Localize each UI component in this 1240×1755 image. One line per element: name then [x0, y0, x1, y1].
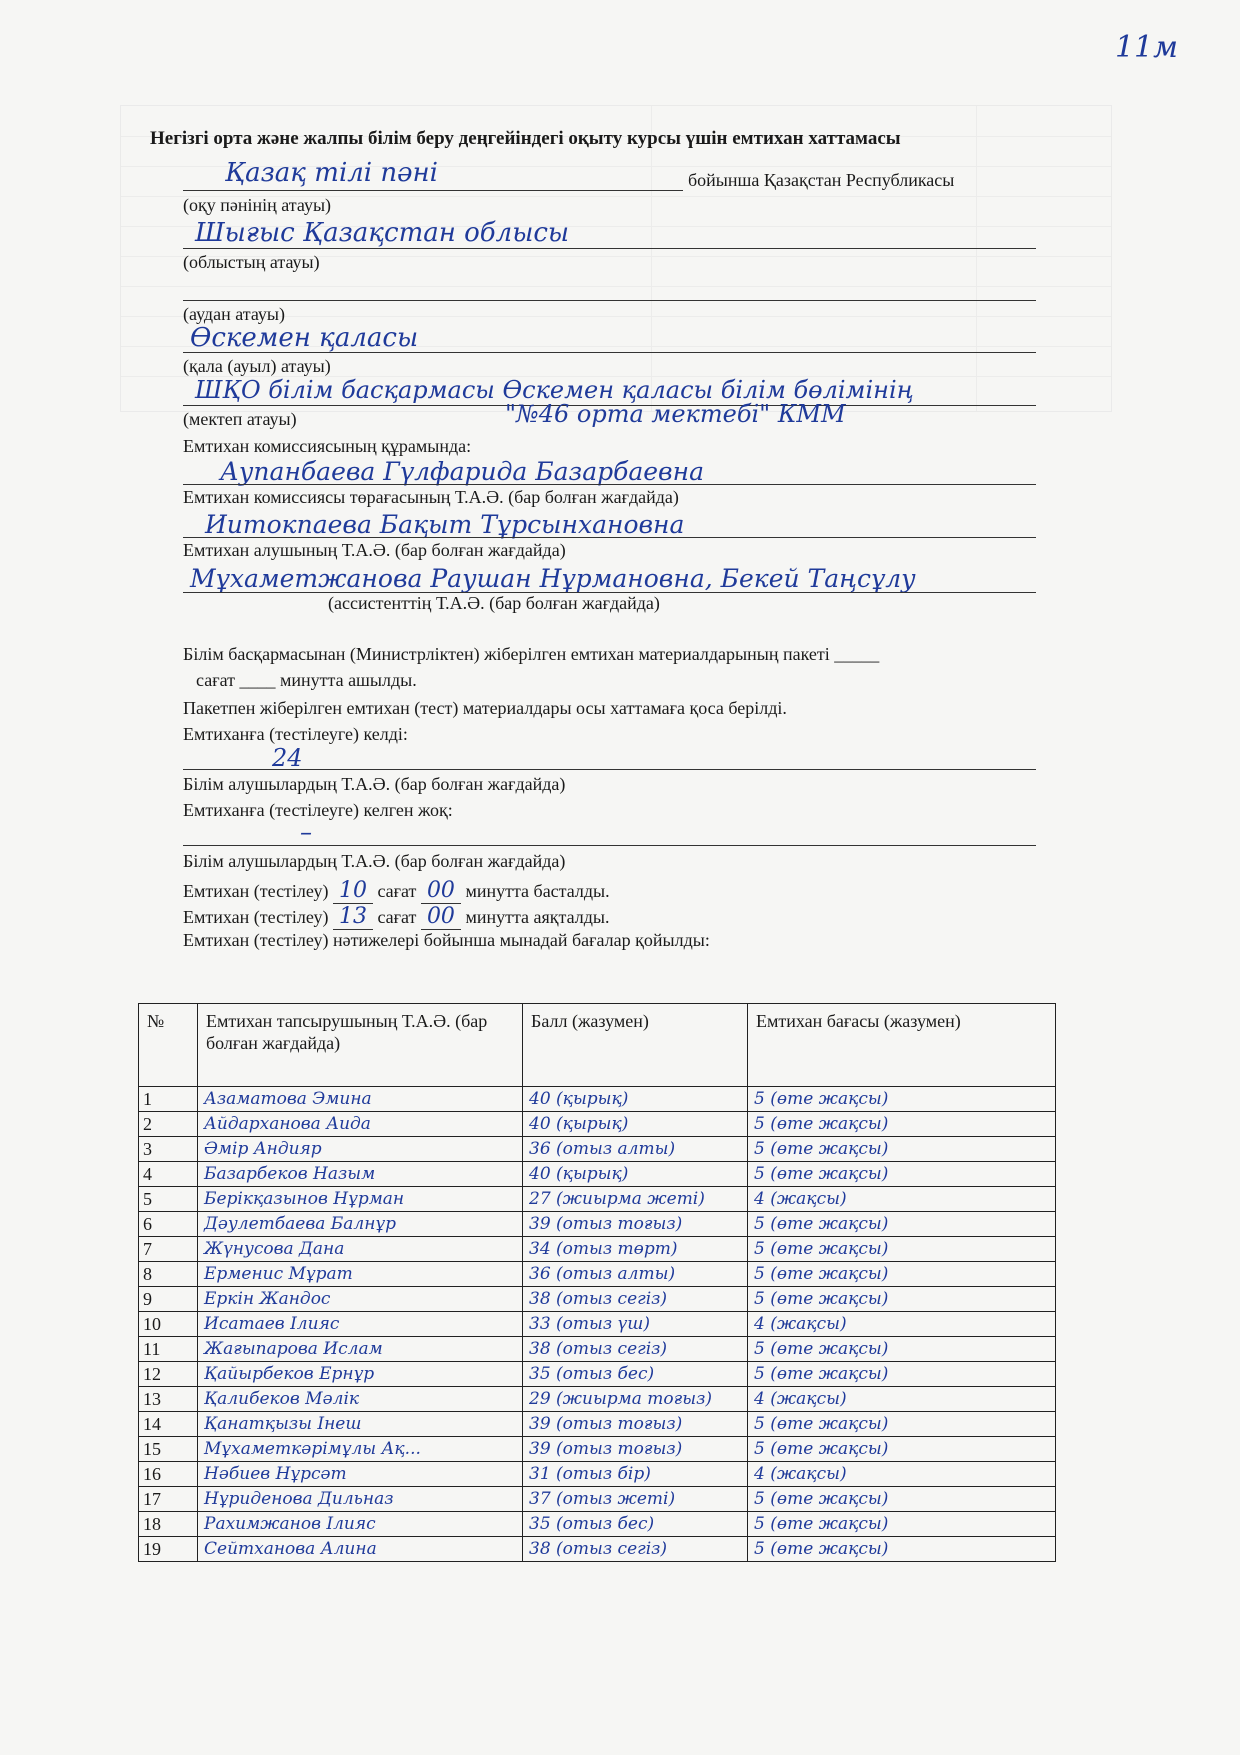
row-number: 7 [139, 1237, 198, 1262]
table-row [139, 1462, 1056, 1487]
row-number: 13 [139, 1387, 198, 1412]
student-name: Сейтханова Алина [198, 1537, 523, 1562]
subject-value: Қазақ тілі пәні [225, 158, 438, 188]
score-text: 40 (қырық) [523, 1112, 748, 1137]
results-table [138, 1003, 1056, 1562]
package-line2: сағат ____ минутта ашылды. [196, 670, 417, 690]
school-caption: (мектеп атауы) [183, 409, 297, 429]
student-name: Нәбиев Нұрсәт [198, 1462, 523, 1487]
score-text: 39 (отыз тоғыз) [523, 1437, 748, 1462]
score-text: 36 (отыз алты) [523, 1262, 748, 1287]
grade-text: 5 (өте жақсы) [748, 1487, 1056, 1512]
grade-text: 5 (өте жақсы) [748, 1112, 1056, 1137]
score-text: 40 (қырық) [523, 1162, 748, 1187]
student-name: Нұриденова Дильназ [198, 1487, 523, 1512]
student-name: Қанатқызы Інеш [198, 1412, 523, 1437]
score-text: 31 (отыз бір) [523, 1462, 748, 1487]
row-number: 12 [139, 1362, 198, 1387]
grade-text: 5 (өте жақсы) [748, 1512, 1056, 1537]
table-row [139, 1412, 1056, 1437]
end-prefix: Емтихан (тестілеу) [183, 907, 329, 927]
score-text: 36 (отыз алты) [523, 1137, 748, 1162]
student-name: Қайырбеков Ернұр [198, 1362, 523, 1387]
results-line: Емтихан (тестілеу) нәтижелері бойынша мынадай бағалар қойылды: [183, 930, 710, 950]
grade-text: 5 (өте жақсы) [748, 1237, 1056, 1262]
end-line [183, 904, 610, 929]
examiner-rule [183, 537, 1036, 538]
score-text: 35 (отыз бес) [523, 1362, 748, 1387]
start-prefix: Емтихан (тестілеу) [183, 881, 329, 901]
subject-caption: (оқу пәнінің атауы) [183, 195, 332, 215]
score-text: 35 (отыз бес) [523, 1512, 748, 1537]
table-row [139, 1337, 1056, 1362]
school-value-line2: "№46 орта мектебі" КММ [505, 400, 846, 428]
grade-text: 5 (өте жақсы) [748, 1287, 1056, 1312]
row-number: 14 [139, 1412, 198, 1437]
student-name: Дәулетбаева Балнұр [198, 1212, 523, 1237]
start-suffix: минутта басталды. [465, 881, 610, 901]
score-text: 38 (отыз сегіз) [523, 1537, 748, 1562]
assistants-caption: (ассистенттің Т.А.Ә. (бар болған жағдайда) [328, 593, 660, 613]
region-rule [183, 248, 1036, 249]
student-name: Айдарханова Аида [198, 1112, 523, 1137]
arrived-label: Емтиханға (тестілеуге) келді: [183, 724, 408, 744]
row-number: 11 [139, 1337, 198, 1362]
page-title: Негізгі орта және жалпы білім беру деңгейіндегі оқыту курсы үшін емтихан хаттамасы [150, 128, 901, 149]
student-name: Еркін Жандос [198, 1287, 523, 1312]
row-number: 18 [139, 1512, 198, 1537]
results-table-body [139, 1087, 1056, 1562]
table-row [139, 1487, 1056, 1512]
score-text: 33 (отыз үш) [523, 1312, 748, 1337]
score-text: 38 (отыз сегіз) [523, 1337, 748, 1362]
end-hour: 13 [333, 904, 373, 930]
grade-text: 5 (өте жақсы) [748, 1212, 1056, 1237]
absent-label: Емтиханға (тестілеуге) келген жоқ: [183, 800, 453, 820]
chair-rule [183, 484, 1036, 485]
grade-text: 5 (өте жақсы) [748, 1162, 1056, 1187]
arrived-caption: Білім алушылардың Т.А.Ә. (бар болған жағдайда) [183, 774, 566, 794]
absent-value: – [300, 818, 312, 846]
start-hour: 10 [333, 878, 373, 904]
row-number: 2 [139, 1112, 198, 1137]
package-line1: Білім басқармасынан (Министрліктен) жіберілген емтихан материалдарының пакеті _____ [183, 644, 880, 664]
grade-text: 5 (өте жақсы) [748, 1337, 1056, 1362]
table-row [139, 1237, 1056, 1262]
table-row [139, 1087, 1056, 1112]
student-name: Азаматова Эмина [198, 1087, 523, 1112]
city-value: Өскемен қаласы [190, 323, 419, 353]
student-name: Рахимжанов Ілияс [198, 1512, 523, 1537]
score-text: 27 (жиырма жеті) [523, 1187, 748, 1212]
city-caption: (қала (ауыл) атауы) [183, 356, 331, 376]
end-min: 00 [421, 904, 461, 930]
grade-text: 5 (өте жақсы) [748, 1537, 1056, 1562]
score-text: 29 (жиырма тоғыз) [523, 1387, 748, 1412]
assistants-value: Мұхаметжанова Раушан Нұрмановна, Бекей Таңсұлу [190, 564, 916, 593]
table-row [139, 1162, 1056, 1187]
col-header-name: Емтихан тапсырушының Т.А.Ә. (бар болған жағдайда) [198, 1004, 523, 1087]
row-number: 5 [139, 1187, 198, 1212]
examiner-caption: Емтихан алушының Т.А.Ә. (бар болған жағдайда) [183, 540, 566, 560]
grade-text: 5 (өте жақсы) [748, 1437, 1056, 1462]
grade-text: 5 (өте жақсы) [748, 1412, 1056, 1437]
table-row [139, 1512, 1056, 1537]
start-mid: сағат [377, 881, 417, 901]
row-number: 3 [139, 1137, 198, 1162]
table-row [139, 1312, 1056, 1337]
grade-text: 4 (жақсы) [748, 1187, 1056, 1212]
subject-suffix: бойынша Қазақстан Республикасы [688, 170, 955, 190]
region-value: Шығыс Қазақстан облысы [195, 218, 570, 248]
absent-rule [183, 845, 1036, 846]
table-row [139, 1362, 1056, 1387]
score-text: 34 (отыз төрт) [523, 1237, 748, 1262]
attached-line: Пакетпен жіберілген емтихан (тест) материалдары осы хаттамаға қоса берілді. [183, 698, 787, 718]
student-name: Жүнусова Дана [198, 1237, 523, 1262]
row-number: 1 [139, 1087, 198, 1112]
student-name: Қалибеков Мәлік [198, 1387, 523, 1412]
student-name: Берікқазынов Нұрман [198, 1187, 523, 1212]
grade-text: 4 (жақсы) [748, 1387, 1056, 1412]
region-caption: (облыстың атауы) [183, 252, 320, 272]
end-suffix: минутта аяқталды. [465, 907, 610, 927]
city-rule [183, 352, 1036, 353]
grade-text: 5 (өте жақсы) [748, 1262, 1056, 1287]
student-name: Базарбеков Назым [198, 1162, 523, 1187]
commission-label: Емтихан комиссиясының құрамында: [183, 436, 472, 456]
row-number: 10 [139, 1312, 198, 1337]
arrived-value: 24 [272, 744, 303, 772]
col-header-grade: Емтихан бағасы (жазумен) [748, 1004, 1056, 1087]
table-row [139, 1437, 1056, 1462]
examiner-value: Иитокпаева Бақыт Тұрсынхановна [205, 510, 685, 539]
student-name: Жағыпарова Ислам [198, 1337, 523, 1362]
start-min: 00 [421, 878, 461, 904]
arrived-rule [183, 769, 1036, 770]
table-row [139, 1537, 1056, 1562]
grade-text: 5 (өте жақсы) [748, 1087, 1056, 1112]
school-value-line1: ШҚО білім басқармасы Өскемен қаласы білім бөлімінің [195, 376, 914, 404]
student-name: Әмір Андияр [198, 1137, 523, 1162]
table-row [139, 1387, 1056, 1412]
table-row [139, 1112, 1056, 1137]
score-text: 37 (отыз жеті) [523, 1487, 748, 1512]
end-mid: сағат [377, 907, 417, 927]
page-number: 11м [1114, 30, 1178, 65]
table-row [139, 1187, 1056, 1212]
table-row [139, 1287, 1056, 1312]
grade-text: 4 (жақсы) [748, 1312, 1056, 1337]
score-text: 40 (қырық) [523, 1087, 748, 1112]
grade-text: 5 (өте жақсы) [748, 1362, 1056, 1387]
table-row [139, 1137, 1056, 1162]
chair-caption: Емтихан комиссиясы төрағасының Т.А.Ә. (бар болған жағдайда) [183, 487, 679, 507]
table-row [139, 1262, 1056, 1287]
table-header-row [139, 1004, 1056, 1087]
start-line [183, 878, 610, 903]
row-number: 16 [139, 1462, 198, 1487]
row-number: 15 [139, 1437, 198, 1462]
row-number: 6 [139, 1212, 198, 1237]
col-header-score: Балл (жазумен) [523, 1004, 748, 1087]
score-text: 38 (отыз сегіз) [523, 1287, 748, 1312]
score-text: 39 (отыз тоғыз) [523, 1412, 748, 1437]
subject-rule [183, 190, 683, 191]
student-name: Мұхаметкәрімұлы Ақ... [198, 1437, 523, 1462]
student-name: Ерменис Мұрат [198, 1262, 523, 1287]
row-number: 9 [139, 1287, 198, 1312]
row-number: 19 [139, 1537, 198, 1562]
district-rule [183, 300, 1036, 301]
row-number: 4 [139, 1162, 198, 1187]
student-name: Исатаев Ілияс [198, 1312, 523, 1337]
district-caption: (аудан атауы) [183, 304, 285, 324]
grade-text: 4 (жақсы) [748, 1462, 1056, 1487]
chair-value: Аупанбаева Гүлфарида Базарбаевна [220, 457, 704, 486]
table-row [139, 1212, 1056, 1237]
grade-text: 5 (өте жақсы) [748, 1137, 1056, 1162]
row-number: 8 [139, 1262, 198, 1287]
col-header-number: № [139, 1004, 198, 1087]
score-text: 39 (отыз тоғыз) [523, 1212, 748, 1237]
row-number: 17 [139, 1487, 198, 1512]
absent-caption: Білім алушылардың Т.А.Ә. (бар болған жағдайда) [183, 851, 566, 871]
